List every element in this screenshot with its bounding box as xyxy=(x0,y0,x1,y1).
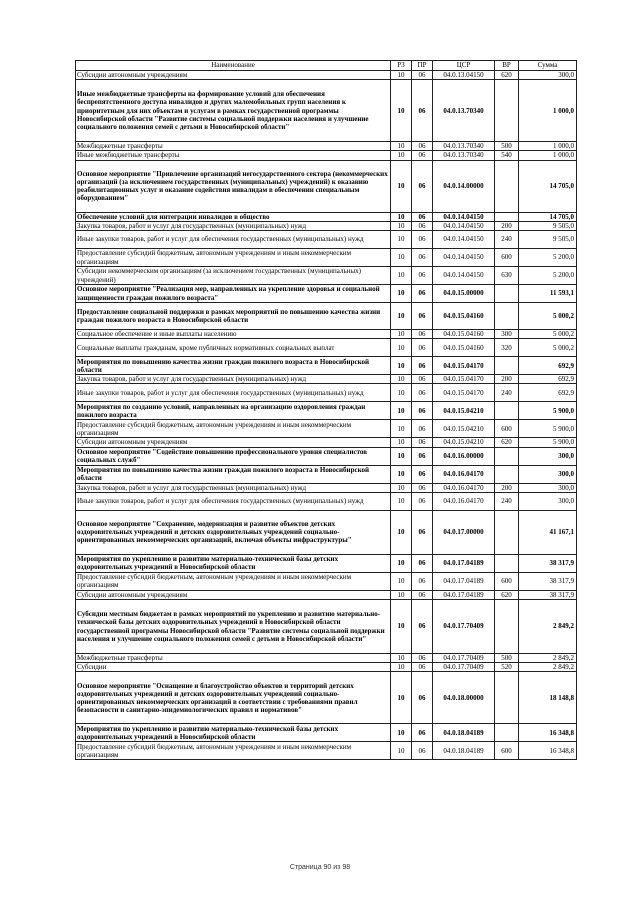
cell-vr: 600 xyxy=(495,742,519,760)
cell-csr: 04.0.14.04150 xyxy=(433,249,495,267)
header-name: Наименование xyxy=(76,61,391,71)
cell-vr xyxy=(495,160,519,212)
cell-csr: 04.0.16.04170 xyxy=(433,483,495,492)
cell-rz: 10 xyxy=(391,80,412,142)
cell-rz: 10 xyxy=(391,663,412,672)
header-sum: Сумма xyxy=(519,61,577,71)
cell-name: Предоставление субсидий бюджетным, автономным учреждениям и иным некоммерческим организациям xyxy=(76,742,391,760)
cell-sum: 2 849,2 xyxy=(519,654,577,663)
cell-sum: 5 900,0 xyxy=(519,438,577,447)
cell-vr xyxy=(495,80,519,142)
cell-rz: 10 xyxy=(391,492,412,510)
table-row xyxy=(76,151,577,160)
cell-pr: 06 xyxy=(412,285,433,303)
cell-sum: 2 849,2 xyxy=(519,663,577,672)
cell-rz: 10 xyxy=(391,724,412,742)
cell-rz: 10 xyxy=(391,420,412,438)
cell-sum: 38 317,9 xyxy=(519,572,577,590)
cell-rz: 10 xyxy=(391,285,412,303)
cell-sum: 300,0 xyxy=(519,465,577,483)
cell-csr: 04.0.18.04189 xyxy=(433,742,495,760)
cell-csr: 04.0.15.00000 xyxy=(433,285,495,303)
cell-name: Закупка товаров, работ и услуг для государственных (муниципальных) нужд xyxy=(76,375,391,384)
table-row xyxy=(76,663,577,672)
table-row xyxy=(76,654,577,663)
cell-sum: 5 900,0 xyxy=(519,402,577,420)
cell-csr: 04.0.16.00000 xyxy=(433,447,495,465)
cell-pr: 06 xyxy=(412,330,433,339)
cell-pr: 06 xyxy=(412,654,433,663)
cell-csr: 04.0.15.04210 xyxy=(433,420,495,438)
cell-pr: 06 xyxy=(412,249,433,267)
cell-sum: 5 000,2 xyxy=(519,339,577,357)
cell-rz: 10 xyxy=(391,71,412,80)
cell-csr: 04.0.15.04170 xyxy=(433,375,495,384)
cell-vr: 600 xyxy=(495,249,519,267)
table-row xyxy=(76,483,577,492)
cell-name: Социальные выплаты гражданам, кроме публичных нормативных социальных выплат xyxy=(76,339,391,357)
cell-rz: 10 xyxy=(391,303,412,330)
cell-sum: 300,0 xyxy=(519,447,577,465)
cell-vr: 600 xyxy=(495,572,519,590)
cell-name: Субсидии местным бюджетам в рамках мероприятий по укреплению и развитию материально-технической базы детских оздоровительных учреждений в Новосибирской области государственной программы Новосибирской области "Развитие системы социальной поддержки населения и улучшение социального положения семей с детьми в Новосибирской области" xyxy=(76,600,391,654)
cell-csr: 04.0.17.70409 xyxy=(433,663,495,672)
table-row xyxy=(76,600,577,654)
cell-sum: 5 200,0 xyxy=(519,267,577,285)
table-row xyxy=(76,492,577,510)
cell-name: Основное мероприятие "Содействие повышению профессионального уровня специалистов социальных служб" xyxy=(76,447,391,465)
table-row xyxy=(76,221,577,230)
cell-sum: 692,9 xyxy=(519,357,577,375)
cell-csr: 04.0.17.70409 xyxy=(433,654,495,663)
cell-sum: 16 348,8 xyxy=(519,724,577,742)
cell-csr: 04.0.15.04160 xyxy=(433,330,495,339)
cell-sum: 692,9 xyxy=(519,384,577,402)
cell-pr: 06 xyxy=(412,231,433,249)
cell-rz: 10 xyxy=(391,572,412,590)
header-pr: ПР xyxy=(412,61,433,71)
cell-pr: 06 xyxy=(412,357,433,375)
cell-vr: 500 xyxy=(495,142,519,151)
table-row xyxy=(76,267,577,285)
cell-pr: 06 xyxy=(412,142,433,151)
cell-name: Мероприятия по укреплению и развитию материально-технической базы детских оздоровительных учреждений в Новосибирской области xyxy=(76,724,391,742)
table-row xyxy=(76,71,577,80)
cell-pr: 06 xyxy=(412,447,433,465)
cell-sum: 692,9 xyxy=(519,375,577,384)
cell-vr xyxy=(495,447,519,465)
cell-name: Межбюджетные трансферты xyxy=(76,142,391,151)
table-row xyxy=(76,402,577,420)
cell-rz: 10 xyxy=(391,151,412,160)
cell-vr xyxy=(495,285,519,303)
table-row xyxy=(76,339,577,357)
cell-csr: 04.0.15.04170 xyxy=(433,384,495,402)
header-csr: ЦСР xyxy=(433,61,495,71)
cell-rz: 10 xyxy=(391,510,412,554)
cell-sum: 1 000,0 xyxy=(519,151,577,160)
cell-pr: 06 xyxy=(412,724,433,742)
cell-vr xyxy=(495,724,519,742)
cell-sum: 38 317,9 xyxy=(519,554,577,572)
cell-sum: 9 505,0 xyxy=(519,221,577,230)
cell-name: Мероприятия по повышению качества жизни граждан пожилого возраста в Новосибирской области xyxy=(76,357,391,375)
header-vr: ВР xyxy=(495,61,519,71)
cell-name: Иные межбюджетные трансферты xyxy=(76,151,391,160)
cell-name: Закупка товаров, работ и услуг для государственных (муниципальных) нужд xyxy=(76,221,391,230)
table-row xyxy=(76,510,577,554)
cell-sum: 9 505,0 xyxy=(519,231,577,249)
cell-csr: 04.0.15.04160 xyxy=(433,339,495,357)
cell-rz: 10 xyxy=(391,357,412,375)
cell-name: Предоставление социальной поддержки в рамках мероприятий по повышению качества жизни граждан пожилого возраста в Новосибирской области xyxy=(76,303,391,330)
cell-csr: 04.0.17.04189 xyxy=(433,572,495,590)
cell-name: Субсидии xyxy=(76,663,391,672)
cell-name: Социальное обеспечение и иные выплаты населению xyxy=(76,330,391,339)
cell-name: Предоставление субсидий бюджетным, автономным учреждениям и иным некоммерческим организациям xyxy=(76,420,391,438)
cell-vr: 520 xyxy=(495,663,519,672)
cell-rz: 10 xyxy=(391,221,412,230)
cell-csr: 04.0.16.04170 xyxy=(433,465,495,483)
cell-pr: 06 xyxy=(412,80,433,142)
cell-sum: 1 000,0 xyxy=(519,142,577,151)
cell-csr: 04.0.18.04189 xyxy=(433,724,495,742)
cell-vr: 620 xyxy=(495,71,519,80)
cell-name: Субсидии автономным учреждениям xyxy=(76,438,391,447)
cell-rz: 10 xyxy=(391,384,412,402)
cell-sum: 2 849,2 xyxy=(519,600,577,654)
table-row xyxy=(76,572,577,590)
cell-csr: 04.0.13.70340 xyxy=(433,142,495,151)
page-footer: Страница 90 из 98 xyxy=(289,864,351,871)
cell-rz: 10 xyxy=(391,402,412,420)
cell-vr: 200 xyxy=(495,375,519,384)
cell-name: Иные межбюджетные трансферты на формирование условий для обеспечения беспрепятственного доступа инвалидов и других маломобильных групп населения к приоритетным для них объектам и услугам в рамках государственной программы Новосибирской области "Развитие системы социальной поддержки населения и улучшение социального положения семей с детьми в Новосибирской области" xyxy=(76,80,391,142)
cell-name: Основное мероприятие "Реализация мер, направленных на укрепление здоровья и социальной защищенности граждан пожилого возраста" xyxy=(76,285,391,303)
cell-vr xyxy=(495,303,519,330)
cell-csr: 04.0.17.04189 xyxy=(433,590,495,599)
cell-rz: 10 xyxy=(391,465,412,483)
cell-vr: 620 xyxy=(495,590,519,599)
cell-vr xyxy=(495,672,519,724)
cell-csr: 04.0.17.04189 xyxy=(433,554,495,572)
cell-sum: 300,0 xyxy=(519,71,577,80)
cell-csr: 04.0.14.04150 xyxy=(433,221,495,230)
table-row xyxy=(76,590,577,599)
cell-pr: 06 xyxy=(412,71,433,80)
cell-sum: 300,0 xyxy=(519,492,577,510)
cell-csr: 04.0.15.04210 xyxy=(433,402,495,420)
cell-pr: 06 xyxy=(412,483,433,492)
table-row xyxy=(76,285,577,303)
cell-csr: 04.0.14.04150 xyxy=(433,212,495,221)
cell-name: Предоставление субсидий бюджетным, автономным учреждениям и иным некоммерческим организациям xyxy=(76,572,391,590)
cell-csr: 04.0.14.04150 xyxy=(433,267,495,285)
cell-rz: 10 xyxy=(391,438,412,447)
cell-csr: 04.0.13.70340 xyxy=(433,151,495,160)
table-row xyxy=(76,742,577,760)
cell-rz: 10 xyxy=(391,267,412,285)
cell-sum: 16 348,8 xyxy=(519,742,577,760)
cell-rz: 10 xyxy=(391,447,412,465)
table-row xyxy=(76,447,577,465)
cell-pr: 06 xyxy=(412,420,433,438)
cell-name: Предоставление субсидий бюджетным, автономным учреждениям и иным некоммерческим организациям xyxy=(76,249,391,267)
cell-vr: 240 xyxy=(495,231,519,249)
cell-pr: 06 xyxy=(412,212,433,221)
budget-table xyxy=(75,60,577,760)
cell-name: Обеспечение условий для интеграции инвалидов в общество xyxy=(76,212,391,221)
cell-csr: 04.0.17.70409 xyxy=(433,600,495,654)
cell-csr: 04.0.15.04170 xyxy=(433,357,495,375)
cell-pr: 06 xyxy=(412,600,433,654)
document-page xyxy=(75,60,576,760)
cell-pr: 06 xyxy=(412,510,433,554)
cell-csr: 04.0.14.00000 xyxy=(433,160,495,212)
cell-pr: 06 xyxy=(412,303,433,330)
table-row xyxy=(76,438,577,447)
cell-sum: 5 200,0 xyxy=(519,249,577,267)
cell-vr: 630 xyxy=(495,267,519,285)
table-row xyxy=(76,160,577,212)
cell-rz: 10 xyxy=(391,600,412,654)
cell-vr xyxy=(495,212,519,221)
cell-rz: 10 xyxy=(391,330,412,339)
cell-vr xyxy=(495,600,519,654)
cell-sum: 14 705,0 xyxy=(519,160,577,212)
table-row xyxy=(76,142,577,151)
cell-name: Закупка товаров, работ и услуг для государственных (муниципальных) нужд xyxy=(76,483,391,492)
cell-csr: 04.0.15.04160 xyxy=(433,303,495,330)
cell-vr: 240 xyxy=(495,384,519,402)
cell-csr: 04.0.13.70340 xyxy=(433,80,495,142)
cell-rz: 10 xyxy=(391,554,412,572)
cell-csr: 04.0.16.04170 xyxy=(433,492,495,510)
cell-name: Основное мероприятие "Привлечение организаций негосударственного сектора (некоммерческих организаций (за исключением государственных (муниципальных) учреждений) к оказанию реабилитационных услуг и оказание содействия инвалидам в обеспечении специальным оборудованием" xyxy=(76,160,391,212)
header-rz: РЗ xyxy=(391,61,412,71)
cell-vr: 620 xyxy=(495,438,519,447)
cell-pr: 06 xyxy=(412,267,433,285)
cell-csr: 04.0.17.00000 xyxy=(433,510,495,554)
cell-sum: 5 000,2 xyxy=(519,303,577,330)
cell-sum: 41 167,1 xyxy=(519,510,577,554)
cell-rz: 10 xyxy=(391,160,412,212)
cell-name: Иные закупки товаров, работ и услуг для обеспечения государственных (муниципальных) нужд xyxy=(76,231,391,249)
cell-name: Мероприятия по повышению качества жизни граждан пожилого возраста в Новосибирской области xyxy=(76,465,391,483)
cell-pr: 06 xyxy=(412,663,433,672)
cell-vr: 500 xyxy=(495,654,519,663)
table-header-row xyxy=(76,61,577,71)
cell-sum: 14 705,0 xyxy=(519,212,577,221)
table-row xyxy=(76,80,577,142)
cell-csr: 04.0.14.04150 xyxy=(433,231,495,249)
cell-csr: 04.0.15.04210 xyxy=(433,438,495,447)
cell-name: Основное мероприятие "Оснащение и благоустройство объектов и территорий детских оздоровительных учреждений и детских оздоровительных учреждений социально-ориентированных некоммерческих организаций в соответствии с требованиями правил безопасности и санитарно-эпидемиологических правил и нормативов" xyxy=(76,672,391,724)
cell-name: Субсидии некоммерческим организациям (за исключением государственных (муниципальных) учреждений) xyxy=(76,267,391,285)
cell-rz: 10 xyxy=(391,339,412,357)
cell-rz: 10 xyxy=(391,654,412,663)
table-row xyxy=(76,384,577,402)
cell-pr: 06 xyxy=(412,554,433,572)
cell-vr: 240 xyxy=(495,492,519,510)
table-row xyxy=(76,330,577,339)
cell-pr: 06 xyxy=(412,742,433,760)
cell-csr: 04.0.13.04150 xyxy=(433,71,495,80)
cell-pr: 06 xyxy=(412,492,433,510)
table-row xyxy=(76,212,577,221)
cell-sum: 11 593,1 xyxy=(519,285,577,303)
cell-vr xyxy=(495,357,519,375)
cell-pr: 06 xyxy=(412,151,433,160)
cell-csr: 04.0.18.00000 xyxy=(433,672,495,724)
cell-vr: 200 xyxy=(495,483,519,492)
table-row xyxy=(76,420,577,438)
cell-name: Основное мероприятие "Сохранение, модернизация и развитие объектов детских оздоровительных учреждений и детских оздоровительных учреждений социально-ориентированных некоммерческих организаций, включая объекты инфраструктуры" xyxy=(76,510,391,554)
table-row xyxy=(76,554,577,572)
cell-rz: 10 xyxy=(391,375,412,384)
table-row xyxy=(76,303,577,330)
cell-pr: 06 xyxy=(412,160,433,212)
cell-sum: 18 148,8 xyxy=(519,672,577,724)
cell-rz: 10 xyxy=(391,142,412,151)
cell-vr xyxy=(495,554,519,572)
cell-sum: 38 317,9 xyxy=(519,590,577,599)
cell-name: Мероприятия по созданию условий, направленных на организацию оздоровления граждан пожилого возраста xyxy=(76,402,391,420)
cell-pr: 06 xyxy=(412,438,433,447)
cell-vr: 300 xyxy=(495,330,519,339)
cell-rz: 10 xyxy=(391,249,412,267)
cell-rz: 10 xyxy=(391,212,412,221)
cell-name: Иные закупки товаров, работ и услуг для обеспечения государственных (муниципальных) нужд xyxy=(76,492,391,510)
cell-sum: 300,0 xyxy=(519,483,577,492)
cell-name: Иные закупки товаров, работ и услуг для обеспечения государственных (муниципальных) нужд xyxy=(76,384,391,402)
cell-name: Субсидии автономным учреждениям xyxy=(76,71,391,80)
cell-pr: 06 xyxy=(412,672,433,724)
cell-sum: 5 000,2 xyxy=(519,330,577,339)
cell-pr: 06 xyxy=(412,402,433,420)
table-row xyxy=(76,249,577,267)
cell-rz: 10 xyxy=(391,231,412,249)
cell-name: Субсидии автономным учреждениям xyxy=(76,590,391,599)
cell-sum: 1 000,0 xyxy=(519,80,577,142)
cell-name: Мероприятия по укреплению и развитию материально-технической базы детских оздоровительных учреждений в Новосибирской области xyxy=(76,554,391,572)
cell-vr: 200 xyxy=(495,221,519,230)
table-row xyxy=(76,724,577,742)
cell-pr: 06 xyxy=(412,221,433,230)
cell-vr xyxy=(495,465,519,483)
cell-name: Межбюджетные трансферты xyxy=(76,654,391,663)
cell-vr xyxy=(495,402,519,420)
cell-rz: 10 xyxy=(391,742,412,760)
cell-vr: 600 xyxy=(495,420,519,438)
cell-vr: 540 xyxy=(495,151,519,160)
cell-pr: 06 xyxy=(412,590,433,599)
table-row xyxy=(76,465,577,483)
cell-vr xyxy=(495,510,519,554)
cell-pr: 06 xyxy=(412,572,433,590)
cell-rz: 10 xyxy=(391,483,412,492)
table-row xyxy=(76,231,577,249)
cell-vr: 320 xyxy=(495,339,519,357)
cell-pr: 06 xyxy=(412,375,433,384)
cell-sum: 5 900,0 xyxy=(519,420,577,438)
cell-pr: 06 xyxy=(412,384,433,402)
cell-rz: 10 xyxy=(391,672,412,724)
cell-rz: 10 xyxy=(391,590,412,599)
table-row xyxy=(76,357,577,375)
cell-pr: 06 xyxy=(412,339,433,357)
table-row xyxy=(76,672,577,724)
cell-pr: 06 xyxy=(412,465,433,483)
table-row xyxy=(76,375,577,384)
